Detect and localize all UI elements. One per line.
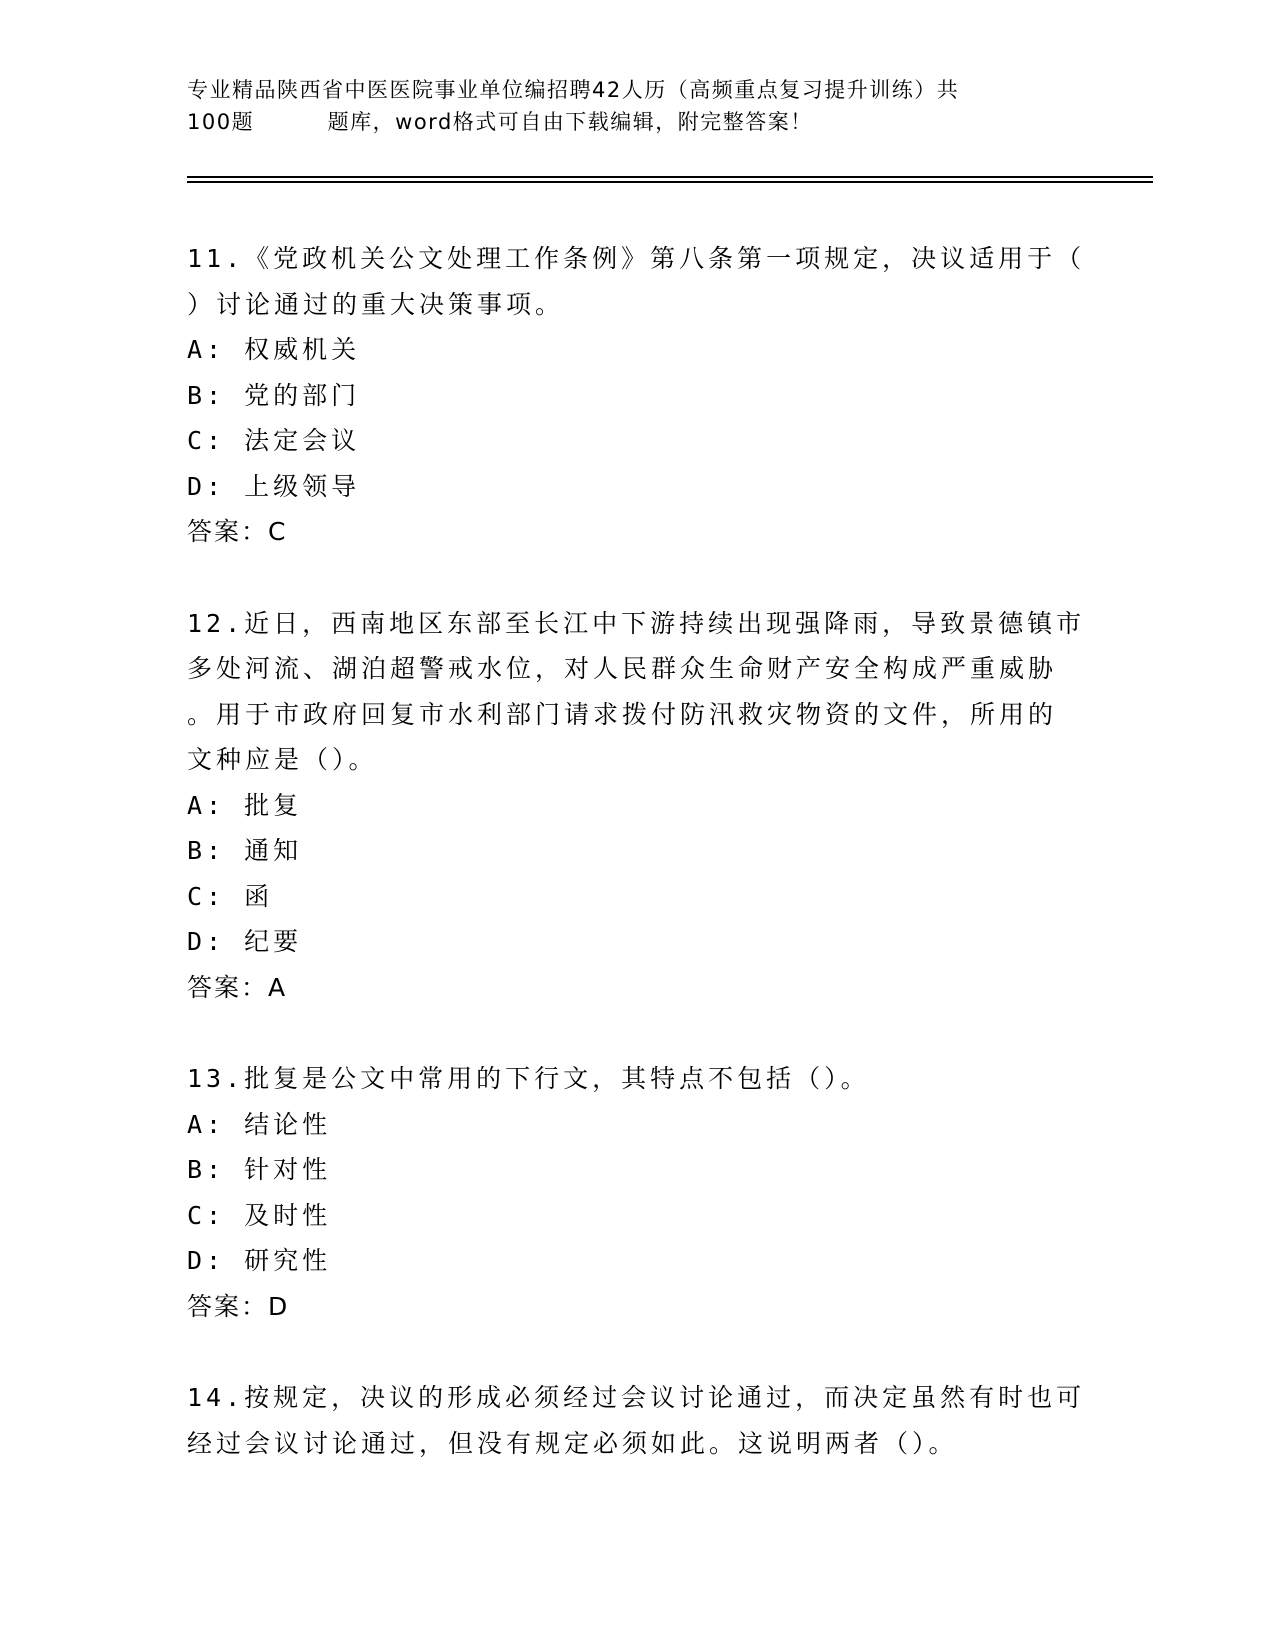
header-divider-top bbox=[187, 176, 1153, 178]
option-a: A: 权威机关 bbox=[187, 335, 361, 364]
question-11 bbox=[187, 236, 1087, 555]
question-text: 11.《党政机关公文处理工作条例》第八条第一项规定，决议适用于（ bbox=[187, 244, 1086, 273]
header-line-1: 专业精品陕西省中医医院事业单位编招聘42人历（高频重点复习提升训练）共 bbox=[187, 78, 960, 102]
option-a: A: 结论性 bbox=[187, 1109, 332, 1139]
option-b: B: 针对性 bbox=[187, 1155, 332, 1184]
answer-text: 答案：A bbox=[187, 972, 288, 1002]
option-c: C: 法定会议 bbox=[187, 426, 361, 455]
question-text: 13.批复是公文中常用的下行文，其特点不包括（）。 bbox=[187, 1064, 870, 1093]
question-12 bbox=[187, 601, 1087, 1011]
document-header bbox=[187, 74, 1087, 138]
header-line-2: 100题 题库，word格式可自由下载编辑，附完整答案！ bbox=[187, 110, 813, 134]
option-a: A: 批复 bbox=[187, 790, 303, 820]
question-13 bbox=[187, 1056, 1087, 1329]
option-b: B: 党的部门 bbox=[187, 380, 361, 410]
question-text: 多处河流、湖泊超警戒水位，对人民群众生命财产安全构成严重威胁 bbox=[187, 654, 1058, 683]
option-b: B: 通知 bbox=[187, 836, 303, 865]
option-d: D: 上级领导 bbox=[187, 471, 361, 501]
option-c: C: 函 bbox=[187, 881, 274, 911]
question-text: 12.近日，西南地区东部至长江中下游持续出现强降雨，导致景德镇市 bbox=[187, 608, 1086, 638]
answer-text: 答案：C bbox=[187, 517, 288, 546]
question-text: ）讨论通过的重大决策事项。 bbox=[187, 289, 565, 319]
option-d: D: 研究性 bbox=[187, 1246, 332, 1275]
answer-text: 答案：D bbox=[187, 1291, 290, 1321]
header-divider-bottom bbox=[187, 181, 1153, 183]
question-text: 14.按规定，决议的形成必须经过会议讨论通过，而决定虽然有时也可 bbox=[187, 1383, 1086, 1412]
question-14 bbox=[187, 1375, 1087, 1466]
question-text: 。用于市政府回复市水利部门请求拨付防汛救灾物资的文件，所用的 bbox=[187, 699, 1058, 729]
option-c: C: 及时性 bbox=[187, 1200, 332, 1230]
question-text: 经过会议讨论通过，但没有规定必须如此。这说明两者（）。 bbox=[187, 1428, 958, 1458]
option-d: D: 纪要 bbox=[187, 927, 303, 956]
question-list bbox=[187, 236, 1087, 1512]
question-text: 文种应是（）。 bbox=[187, 745, 378, 774]
